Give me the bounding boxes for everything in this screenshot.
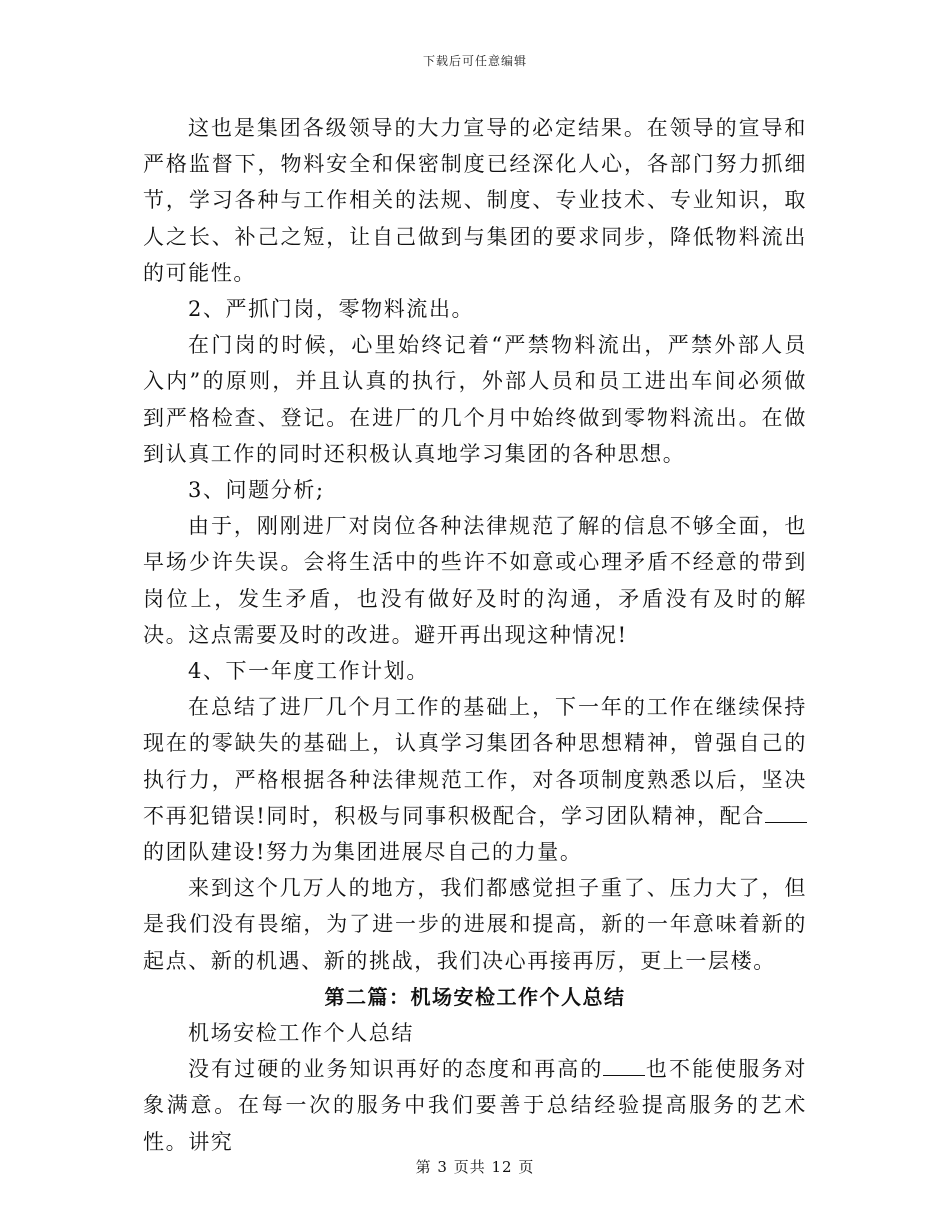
paragraph-5: 来到这个几万人的地方，我们都感觉担子重了、压力大了，但是我们没有畏缩，为了进一步的进展和提高，新的一年意味着新的起点、新的机遇、新的挑战，我们决心再接再厉，更上一层楼。 [143, 876, 807, 973]
paragraph-1: 这也是集团各级领导的大力宣导的必定结果。在领导的宣导和严格监督下，物料安全和保密制度已经深化人心，各部门努力抓细节，学习各种与工作相关的法规、制度、专业技术、专业知识，取人之长、补己之短，让自己做到与集团的要求同步，降低物料流出的可能性。 [143, 116, 807, 285]
fill-in-blank [603, 1057, 645, 1076]
document-body [143, 110, 807, 1160]
paragraph-4-part-a: 在总结了进厂几个月工作的基础上，下一年的工作在继续保持现在的零缺失的基础上，认真学习集团各种思想精神，曾强自己的执行力，严格根据各种法律规范工作，对各项制度熟悉以后，坚决不再犯错误!同时，积极与同事积极配合，学习团队精神，配合 [143, 695, 807, 828]
item-heading-4: 4、下一年度工作计划。 [188, 659, 429, 684]
paragraph-6 [143, 1051, 807, 1160]
paragraph-4 [143, 689, 807, 870]
section-subtitle: 机场安检工作个人总结 [188, 1021, 414, 1046]
item-heading-3: 3、问题分析; [188, 478, 325, 503]
paragraph-6-part-b: 也不能使服务对象满意。在每一次的服务中我们要善于总结经验提高服务的艺术性。讲究 [143, 1057, 807, 1154]
item-heading-2: 2、严抓门岗，零物料流出。 [188, 297, 475, 322]
page-header: 下载后可任意编辑 [422, 54, 527, 68]
paragraph-3: 由于，刚刚进厂对岗位各种法律规范了解的信息不够全面，也早场少许失误。会将生活中的些许不如意或心理矛盾不经意的带到岗位上，发生矛盾，也没有做好及时的沟通，矛盾没有及时的解决。这点需要及时的改进。避开再出现这种情况! [143, 514, 807, 647]
paragraph-6-part-a: 没有过硬的业务知识再好的态度和再高的 [188, 1057, 604, 1082]
fill-in-blank [765, 804, 807, 823]
paragraph-4-part-b: 的团队建设!努力为集团进展尽自己的力量。 [143, 840, 583, 865]
section-title: 第二篇：机场安检工作个人总结 [324, 984, 626, 1009]
paragraph-2: 在门岗的时候，心里始终记着“严禁物料流出，严禁外部人员入内”的原则，并且认真的执行，外部人员和员工进出车间必须做到严格检查、登记。在进厂的几个月中始终做到零物料流出。在做到认真工作的同时还积极认真地学习集团的各种思想。 [143, 333, 807, 466]
page-footer: 第 3 页共 12 页 [415, 1158, 535, 1176]
